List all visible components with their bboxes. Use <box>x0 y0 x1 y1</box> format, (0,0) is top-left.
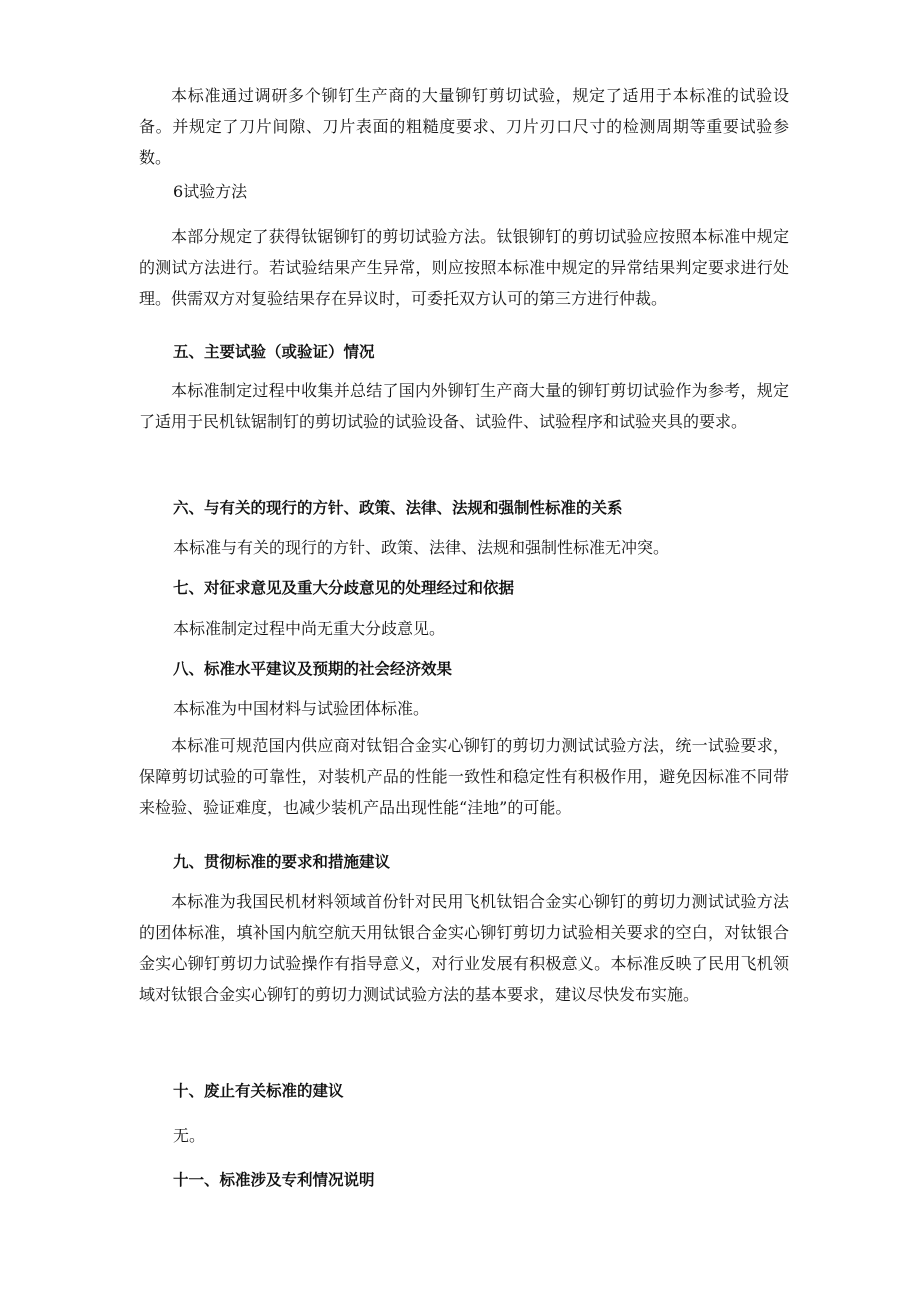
paragraph-test-method: 本部分规定了获得钛锯铆钉的剪切试验方法。钛银铆钉的剪切试验应按照本标准中规定的测试方法进行。若试验结果产生异常，则应按照本标准中规定的异常结果判定要求进行处理。供需双方对复验结果存在异议时，可委托双方认可的第三方进行仲裁。 <box>139 227 789 308</box>
paragraph-opinions: 本标准制定过程中尚无重大分歧意见。 <box>173 619 446 638</box>
paragraph-abolish-standards: 无。 <box>173 1126 206 1145</box>
heading-opinions: 七、对征求意见及重大分歧意见的处理经过和依据 <box>173 579 515 597</box>
heading-standard-level: 八、标准水平建议及预期的社会经济效果 <box>173 660 453 678</box>
paragraph-policy-relation: 本标准与有关的现行的方针、政策、法律、法规和强制性标准无冲突。 <box>173 538 670 557</box>
paragraph-main-tests: 本标准制定过程中收集并总结了国内外铆钉生产商大量的铆钉剪切试验作为参考，规定了适用于民机钛锯制钉的剪切试验的试验设备、试验件、试验程序和试验夹具的要求。 <box>139 381 789 431</box>
heading-implementation: 九、贯彻标准的要求和措施建议 <box>173 853 391 871</box>
section-title-test-method: 6试验方法 <box>173 182 248 201</box>
paragraph-expected-effects: 本标准可规范国内供应商对钛铝合金实心铆钉的剪切力测试试验方法，统一试验要求，保障剪切试验的可靠性，对装机产品的性能一致性和稳定性有积极作用，避免因标准不同带来检验、验证难度，也减少装机产品出现性能“洼地”的可能。 <box>139 736 789 817</box>
paragraph-test-equipment: 本标准通过调研多个铆钉生产商的大量铆钉剪切试验，规定了适用于本标准的试验设备。并规定了刀片间隙、刀片表面的粗糙度要求、刀片刃口尺寸的检测周期等重要试验参数。 <box>139 86 789 167</box>
heading-main-tests: 五、主要试验（或验证）情况 <box>173 343 375 361</box>
paragraph-standard-type: 本标准为中国材料与试验团体标准。 <box>173 699 430 718</box>
paragraph-implementation: 本标准为我国民机材料领域首份针对民用飞机钛铝合金实心铆钉的剪切力测试试验方法的团体标准，填补国内航空航天用钛银合金实心铆钉剪切力试验相关要求的空白，对钛银合金实心铆钉剪切力试验操作有指导意义，对行业发展有积极意义。本标准反映了民用飞机领域对钛银合金实心铆钉的剪切力测试试验方法的基本要求，建议尽快发布实施。 <box>139 892 789 1004</box>
heading-patents: 十一、标准涉及专利情况说明 <box>173 1171 375 1189</box>
heading-abolish-standards: 十、废止有关标准的建议 <box>173 1082 344 1100</box>
heading-policy-relation: 六、与有关的现行的方针、政策、法律、法规和强制性标准的关系 <box>173 499 623 517</box>
